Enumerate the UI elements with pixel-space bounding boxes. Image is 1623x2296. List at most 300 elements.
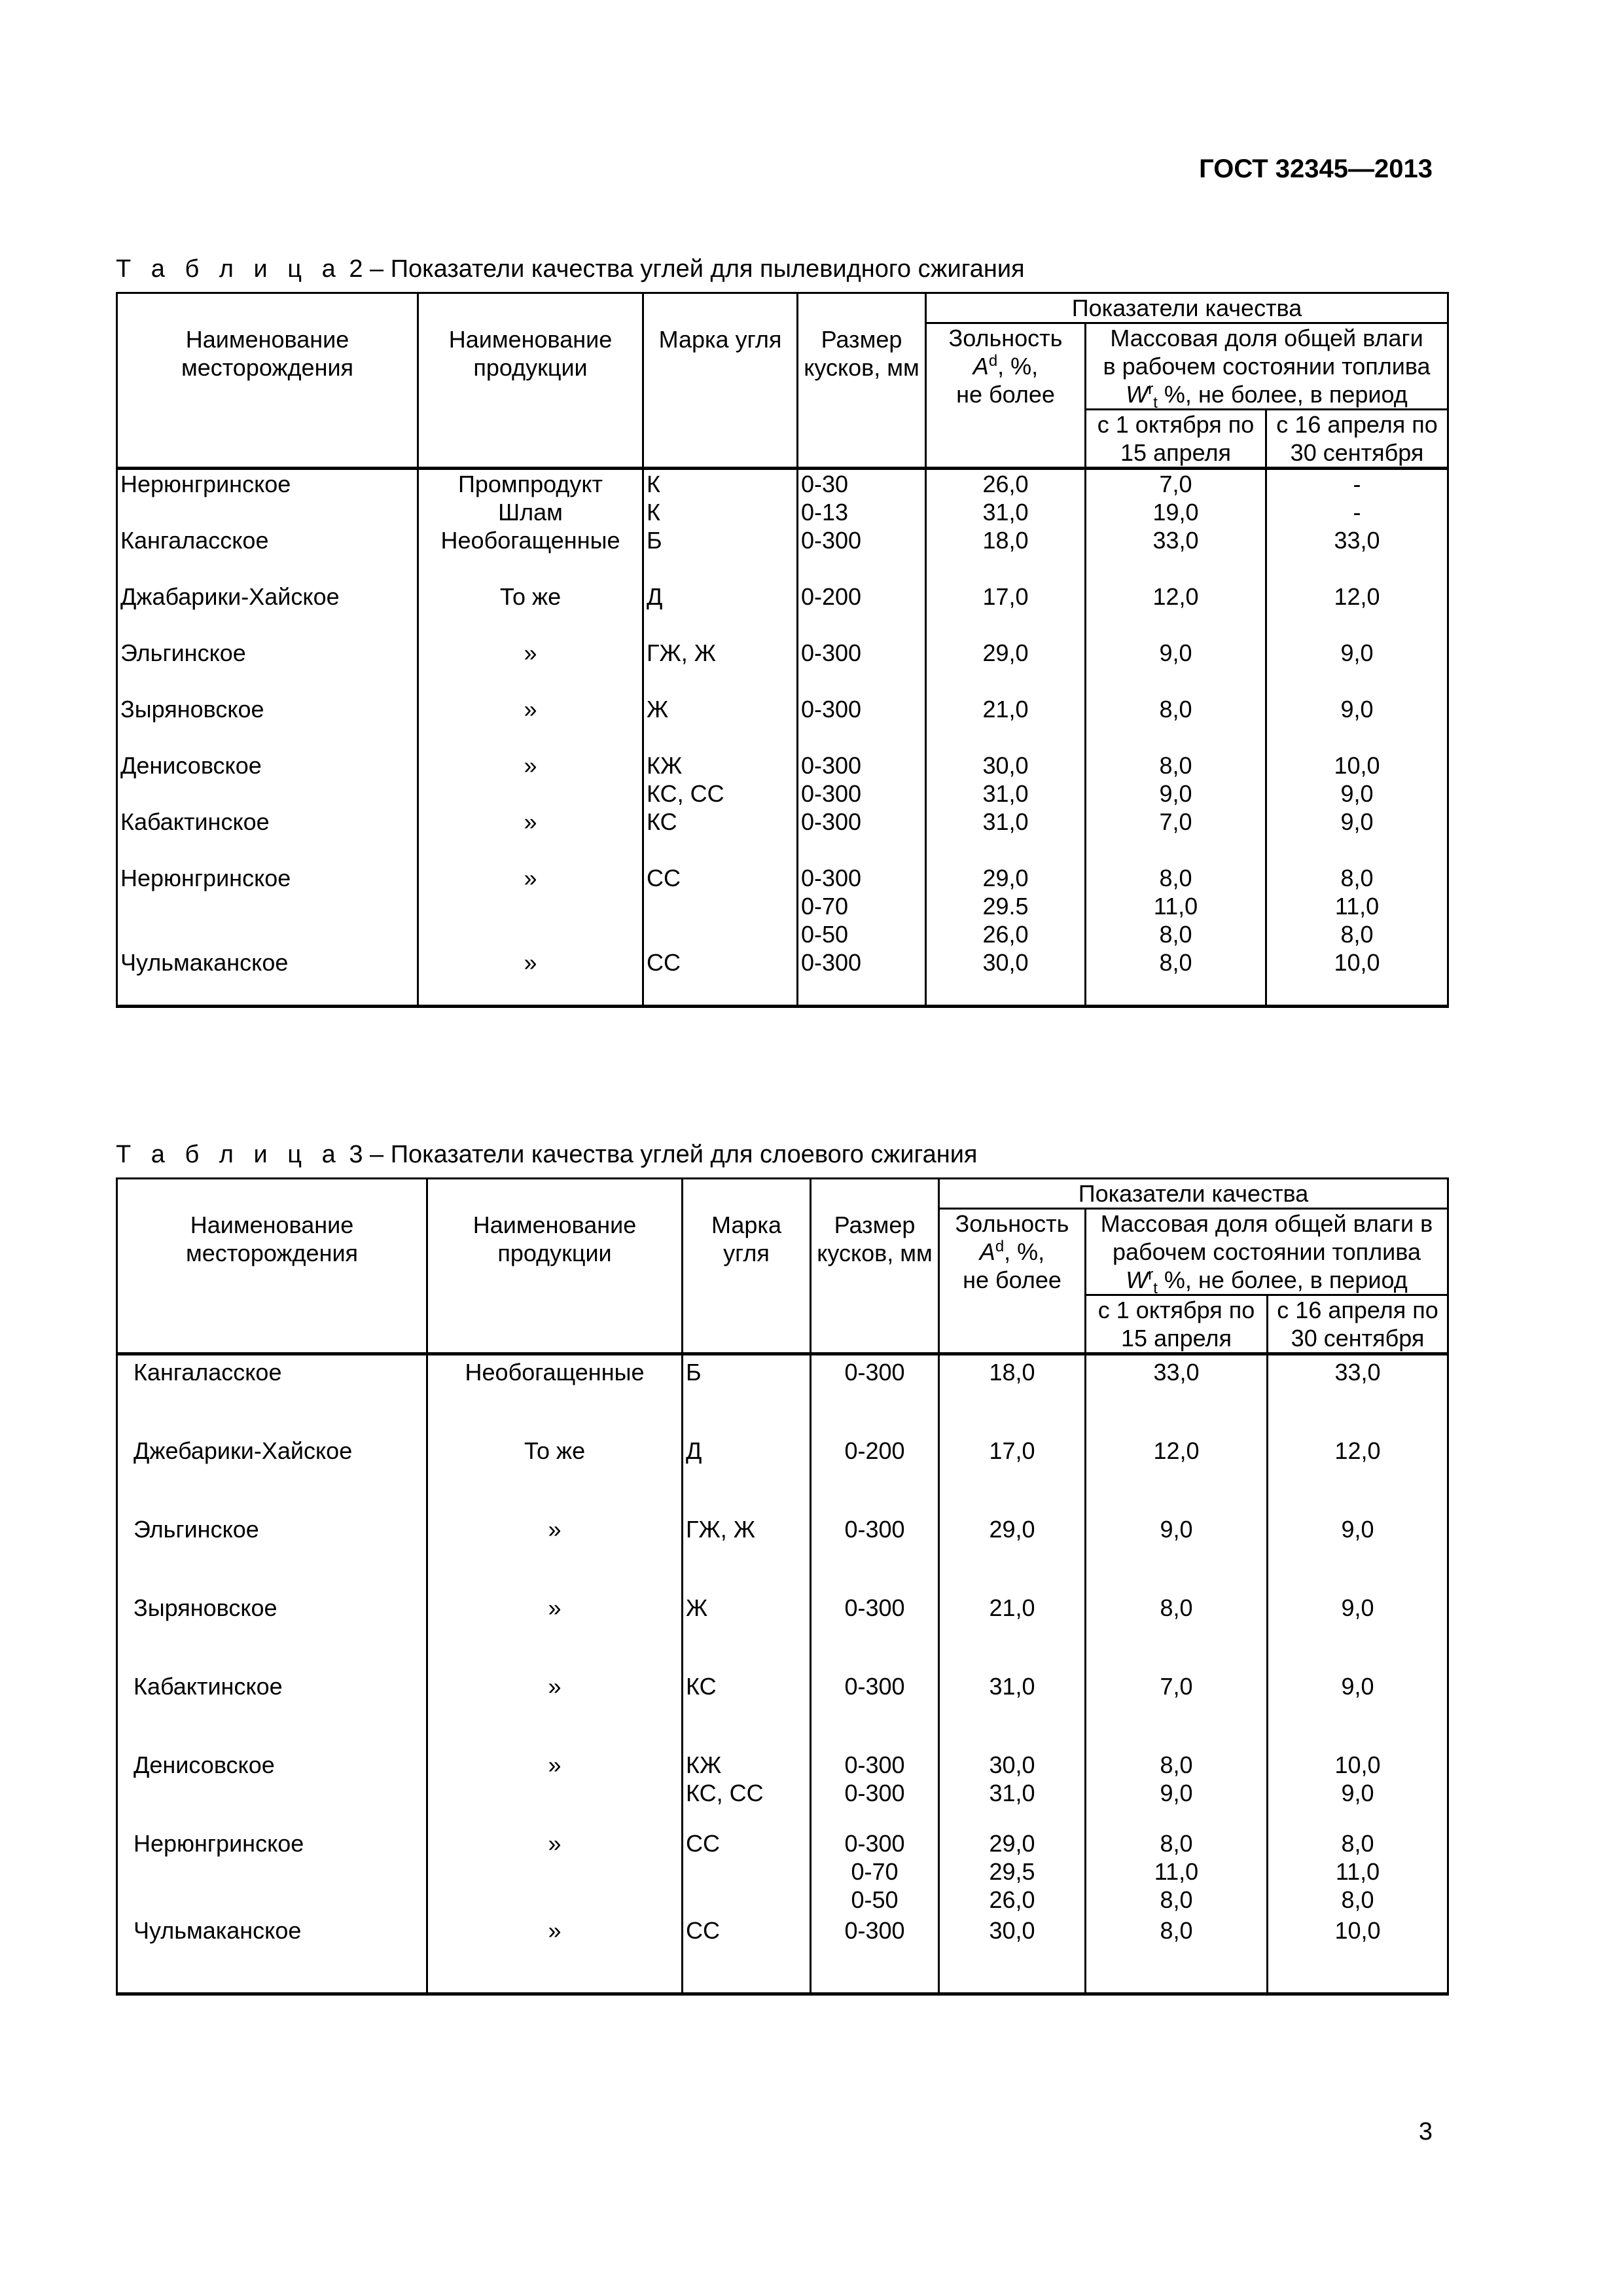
moisture-autumn-cell — [1086, 526, 1266, 583]
table3-ash-symbol — [942, 1238, 1082, 1266]
table2-caption-word: Т а б л и ц а — [116, 255, 342, 283]
moisture-spring-cell — [1266, 751, 1448, 808]
cell-text: 0-300 — [844, 1830, 905, 1857]
cell-text: » — [524, 752, 537, 779]
moisture-autumn-cell — [1086, 1591, 1268, 1670]
size-cell — [798, 695, 926, 751]
cell-text: 0-300 — [844, 1516, 905, 1543]
table2-ash-label: Зольность — [948, 325, 1063, 351]
cell-text: 8,0 — [1160, 1917, 1193, 1944]
ash-unit: , %, — [1004, 1238, 1045, 1265]
table3-header-period1: с 1 октября по 15 апреля — [1086, 1295, 1268, 1354]
size-cell — [798, 526, 926, 583]
cell-text: Джебарики-Хайское — [134, 1437, 353, 1464]
cell-text: Денисовское — [134, 1751, 275, 1778]
deposit-cell — [117, 695, 418, 751]
cell-text: Д — [647, 583, 663, 610]
cell-text: СС — [686, 1830, 720, 1857]
moisture-autumn-cell — [1086, 864, 1266, 948]
product-cell — [427, 1748, 683, 1827]
table2-header-deposit: Наименование месторождения — [117, 293, 418, 469]
table3-header-ash — [939, 1209, 1086, 1354]
table2-header-grade: Марка угля — [643, 293, 798, 469]
cell-text: К — [647, 471, 660, 497]
moisture-autumn-cell — [1086, 1670, 1268, 1748]
cell-text: 0-300 — [844, 1751, 905, 1778]
moisture-subscript: t — [1153, 1280, 1158, 1298]
size-cell — [798, 639, 926, 695]
cell-text: » — [524, 639, 537, 666]
table2-body — [117, 469, 1448, 1007]
cell-text: 9,0 — [1159, 780, 1192, 807]
moisture-spring-cell — [1266, 695, 1448, 751]
deposit-cell — [117, 1434, 427, 1513]
table3-header-product: Наименование продукции — [427, 1179, 683, 1354]
table3-caption-word: Т а б л и ц а — [116, 1141, 342, 1168]
size-cell — [811, 1914, 939, 1994]
cell-text: Промпродукт — [457, 471, 603, 497]
cell-text: Нерюнгринское — [134, 1830, 304, 1857]
table-row — [117, 1827, 1448, 1914]
cell-text: 11,0 — [1335, 1858, 1380, 1885]
moisture-autumn-cell — [1086, 1827, 1268, 1914]
cell-text: Чульмаканское — [120, 949, 289, 976]
cell-text: - — [1353, 499, 1361, 526]
table3-moisture-line2: рабочем состоянии топлива — [1113, 1238, 1421, 1265]
cell-text: Эльгинское — [134, 1516, 259, 1543]
table3-header-deposit: Наименование месторождения — [117, 1179, 427, 1354]
cell-text: » — [548, 1673, 562, 1700]
product-cell — [418, 639, 643, 695]
table3-header-grade: Марка угля — [683, 1179, 811, 1354]
table-row — [117, 1591, 1448, 1670]
moisture-superscript: r — [1148, 380, 1154, 398]
cell-text: Эльгинское — [120, 639, 246, 666]
moisture-superscript: r — [1148, 1266, 1154, 1283]
grade-cell — [683, 1591, 811, 1670]
product-cell — [418, 948, 643, 1007]
cell-text: 0-300 — [801, 752, 862, 779]
size-cell — [798, 864, 926, 948]
table-row — [117, 469, 1448, 527]
cell-text: 9,0 — [1340, 780, 1374, 807]
cell-text: Шлам — [498, 499, 563, 526]
moisture-rest: %, не более, в период — [1157, 381, 1408, 408]
cell-text: 0-300 — [801, 527, 862, 554]
table-row — [117, 1354, 1448, 1435]
grade-cell — [643, 864, 798, 948]
table-row — [117, 695, 1448, 751]
cell-text: КС, СС — [686, 1780, 764, 1806]
product-cell — [418, 526, 643, 583]
table2-header-period1: с 1 октября по 15 апреля — [1086, 410, 1266, 469]
cell-text: 8,0 — [1341, 1886, 1374, 1913]
cell-text: 29,0 — [982, 865, 1029, 891]
product-cell — [427, 1591, 683, 1670]
cell-text: 9,0 — [1160, 1780, 1193, 1806]
cell-text: 0-13 — [801, 499, 849, 526]
cell-text: 19,0 — [1152, 499, 1199, 526]
cell-text: Б — [686, 1359, 702, 1386]
cell-text: 31,0 — [989, 1780, 1035, 1806]
cell-text: 21,0 — [982, 696, 1029, 723]
size-cell — [811, 1434, 939, 1513]
cell-text: 12,0 — [1334, 1437, 1381, 1464]
cell-text: Кангаласское — [120, 527, 269, 554]
moisture-spring-cell — [1266, 808, 1448, 864]
page-number: 3 — [1418, 2118, 1433, 2145]
table3-moisture-line3 — [1089, 1266, 1444, 1298]
cell-text: ГЖ, Ж — [686, 1516, 755, 1543]
cell-text: 8,0 — [1159, 865, 1192, 891]
cell-text: 0-300 — [844, 1359, 905, 1386]
cell-text: Кангаласское — [134, 1359, 282, 1386]
moisture-autumn-cell — [1086, 639, 1266, 695]
moisture-autumn-cell — [1086, 695, 1266, 751]
table2-header-product: Наименование продукции — [418, 293, 643, 469]
deposit-cell — [117, 1354, 427, 1435]
grade-cell — [643, 583, 798, 639]
cell-text: 8,0 — [1160, 1830, 1193, 1857]
cell-text: 0-300 — [844, 1917, 905, 1944]
cell-text: 17,0 — [982, 583, 1029, 610]
moisture-symbol-letter: W — [1126, 381, 1149, 408]
ash-cell — [939, 1434, 1086, 1513]
ash-cell — [939, 1513, 1086, 1591]
cell-text: 11,0 — [1334, 893, 1380, 920]
cell-text: Джабарики-Хайское — [120, 583, 340, 610]
cell-text: 9,0 — [1341, 1594, 1374, 1621]
size-cell — [811, 1827, 939, 1914]
cell-text: 8,0 — [1159, 696, 1192, 723]
cell-text: КС, СС — [647, 780, 724, 807]
cell-text: 10,0 — [1334, 1751, 1381, 1778]
cell-text: 0-50 — [851, 1886, 899, 1913]
cell-text: 0-300 — [801, 808, 862, 835]
ash-cell — [939, 1591, 1086, 1670]
moisture-autumn-cell — [1086, 469, 1266, 527]
grade-cell — [643, 808, 798, 864]
deposit-cell — [117, 1591, 427, 1670]
moisture-subscript: t — [1153, 394, 1158, 412]
moisture-rest: %, не более, в период — [1157, 1266, 1408, 1293]
cell-text: 9,0 — [1340, 639, 1374, 666]
size-cell — [798, 808, 926, 864]
deposit-cell — [117, 526, 418, 583]
cell-text: Ж — [647, 696, 669, 723]
table2-ash-symbol — [929, 352, 1082, 380]
moisture-autumn-cell — [1086, 1748, 1268, 1827]
ash-cell — [926, 526, 1086, 583]
cell-text: 33,0 — [1153, 1359, 1200, 1386]
cell-text: 0-300 — [844, 1594, 905, 1621]
product-cell — [418, 808, 643, 864]
ash-unit: , %, — [997, 353, 1039, 380]
table2 — [116, 292, 1449, 1008]
cell-text: Необогащенные — [465, 1359, 645, 1386]
table-row — [117, 864, 1448, 948]
cell-text: 0-300 — [801, 865, 862, 891]
table2-header-period2: с 16 апреля по 30 сентября — [1266, 410, 1448, 469]
table-row — [117, 583, 1448, 639]
cell-text: Необогащенные — [440, 527, 620, 554]
cell-text: Чульмаканское — [134, 1917, 302, 1944]
cell-text: КС — [686, 1673, 717, 1700]
grade-cell — [683, 1748, 811, 1827]
cell-text: 33,0 — [1334, 527, 1380, 554]
moisture-spring-cell — [1266, 526, 1448, 583]
moisture-autumn-cell — [1086, 808, 1266, 864]
cell-text: 10,0 — [1334, 949, 1380, 976]
moisture-autumn-cell — [1086, 583, 1266, 639]
moisture-spring-cell — [1266, 864, 1448, 948]
cell-text: 0-300 — [844, 1673, 905, 1700]
cell-text: 8,0 — [1159, 921, 1192, 948]
cell-text: 18,0 — [982, 527, 1029, 554]
cell-text: 8,0 — [1160, 1886, 1193, 1913]
moisture-spring-cell — [1268, 1748, 1448, 1827]
grade-cell — [643, 948, 798, 1007]
grade-cell — [643, 526, 798, 583]
grade-cell — [683, 1914, 811, 1994]
cell-text: 31,0 — [989, 1673, 1035, 1700]
table3-caption-text: 3 – Показатели качества углей для слоевого сжигания — [349, 1141, 978, 1168]
ash-cell — [939, 1748, 1086, 1827]
cell-text: 8,0 — [1159, 752, 1192, 779]
cell-text: Д — [686, 1437, 702, 1464]
table2-caption-text: 2 – Показатели качества углей для пылевидного сжигания — [349, 255, 1025, 283]
moisture-symbol-letter: W — [1126, 1266, 1149, 1293]
cell-text: Ж — [686, 1594, 708, 1621]
product-cell — [418, 695, 643, 751]
ash-cell — [926, 751, 1086, 808]
cell-text: » — [524, 865, 537, 891]
product-cell — [427, 1513, 683, 1591]
cell-text: 29.5 — [982, 893, 1029, 920]
moisture-autumn-cell — [1086, 948, 1266, 1007]
moisture-autumn-cell — [1086, 1354, 1268, 1435]
table2-header-moisture — [1086, 323, 1448, 410]
cell-text: 29,0 — [989, 1830, 1035, 1857]
ash-cell — [926, 948, 1086, 1007]
table3-header-size: Размер кусков, мм — [811, 1179, 939, 1354]
product-cell — [427, 1827, 683, 1914]
cell-text: 30,0 — [982, 752, 1029, 779]
ash-cell — [926, 583, 1086, 639]
product-cell — [427, 1434, 683, 1513]
cell-text: 30,0 — [982, 949, 1029, 976]
cell-text: 0-200 — [801, 583, 862, 610]
table-row — [117, 1513, 1448, 1591]
product-cell — [427, 1354, 683, 1435]
table-row — [117, 948, 1448, 1007]
cell-text: 12,0 — [1153, 1437, 1200, 1464]
cell-text: 29,0 — [982, 639, 1029, 666]
moisture-spring-cell — [1268, 1434, 1448, 1513]
ash-cell — [939, 1354, 1086, 1435]
cell-text: 8,0 — [1160, 1594, 1193, 1621]
cell-text: 11,0 — [1154, 1858, 1199, 1885]
ash-cell — [926, 808, 1086, 864]
cell-text: 9,0 — [1340, 696, 1374, 723]
size-cell — [811, 1670, 939, 1748]
size-cell — [798, 583, 926, 639]
ash-symbol-letter: A — [972, 353, 989, 380]
cell-text: » — [548, 1917, 562, 1944]
document-code: ГОСТ 32345—2013 — [1199, 154, 1433, 183]
cell-text: 17,0 — [989, 1437, 1035, 1464]
cell-text: 30,0 — [989, 1751, 1035, 1778]
deposit-cell — [117, 751, 418, 808]
cell-text: То же — [499, 583, 562, 610]
cell-text: 7,0 — [1159, 808, 1192, 835]
cell-text: 31,0 — [982, 780, 1029, 807]
cell-text: 30,0 — [989, 1917, 1035, 1944]
cell-text: СС — [647, 865, 681, 891]
cell-text: 0-300 — [844, 1780, 905, 1806]
cell-text: То же — [524, 1437, 586, 1464]
cell-text: ГЖ, Ж — [647, 639, 716, 666]
cell-text: 33,0 — [1334, 1359, 1381, 1386]
cell-text: » — [548, 1516, 562, 1543]
cell-text: 0-50 — [801, 921, 849, 948]
ash-cell — [939, 1827, 1086, 1914]
grade-cell — [643, 751, 798, 808]
cell-text: 9,0 — [1160, 1516, 1193, 1543]
cell-text: » — [524, 808, 537, 835]
ash-superscript: d — [995, 1238, 1005, 1255]
grade-cell — [643, 639, 798, 695]
product-cell — [427, 1670, 683, 1748]
moisture-autumn-cell — [1086, 1914, 1268, 1994]
cell-text: 12,0 — [1334, 583, 1380, 610]
ash-cell — [939, 1914, 1086, 1994]
cell-text: Денисовское — [120, 752, 262, 779]
cell-text: Зыряновское — [134, 1594, 277, 1621]
table2-caption — [116, 255, 1025, 283]
deposit-cell — [117, 808, 418, 864]
cell-text: » — [524, 949, 537, 976]
deposit-cell — [117, 948, 418, 1007]
cell-text: 10,0 — [1334, 752, 1380, 779]
table2-header-size: Размер кусков, мм — [798, 293, 926, 469]
table2-header-ash — [926, 323, 1086, 469]
deposit-cell — [117, 864, 418, 948]
grade-cell — [683, 1354, 811, 1435]
cell-text: 0-300 — [801, 639, 862, 666]
cell-text: 10,0 — [1334, 1917, 1381, 1944]
table-row — [117, 1914, 1448, 1994]
cell-text: КС — [647, 808, 677, 835]
ash-symbol-letter: A — [979, 1238, 995, 1265]
moisture-autumn-cell — [1086, 1434, 1268, 1513]
moisture-spring-cell — [1268, 1914, 1448, 1994]
deposit-cell — [117, 1914, 427, 1994]
table-row — [117, 1748, 1448, 1827]
cell-text: КЖ — [647, 752, 683, 779]
table-row — [117, 1434, 1448, 1513]
cell-text: » — [548, 1830, 562, 1857]
size-cell — [798, 948, 926, 1007]
moisture-spring-cell — [1268, 1827, 1448, 1914]
product-cell — [418, 469, 643, 527]
deposit-cell — [117, 583, 418, 639]
size-cell — [811, 1513, 939, 1591]
deposit-cell — [117, 1827, 427, 1914]
cell-text: 29,5 — [989, 1858, 1035, 1885]
cell-text: Б — [647, 527, 662, 554]
cell-text: 8,0 — [1340, 921, 1374, 948]
product-cell — [427, 1914, 683, 1994]
cell-text: 0-300 — [801, 696, 862, 723]
cell-text: 31,0 — [982, 808, 1029, 835]
moisture-spring-cell — [1266, 948, 1448, 1007]
cell-text: К — [647, 499, 660, 526]
table3-header-quality: Показатели качества — [939, 1179, 1448, 1209]
cell-text: 26,0 — [982, 921, 1029, 948]
table-row — [117, 526, 1448, 583]
product-cell — [418, 583, 643, 639]
cell-text: 0-200 — [844, 1437, 905, 1464]
cell-text: 8,0 — [1160, 1751, 1193, 1778]
table2-moisture-line2: в рабочем состоянии топлива — [1103, 353, 1431, 380]
table2-ash-limit: не более — [956, 381, 1055, 408]
cell-text: 8,0 — [1340, 865, 1374, 891]
cell-text: Нерюнгринское — [120, 865, 291, 891]
moisture-spring-cell — [1266, 639, 1448, 695]
table-row — [117, 1670, 1448, 1748]
moisture-spring-cell — [1268, 1591, 1448, 1670]
cell-text: 9,0 — [1159, 639, 1192, 666]
ash-superscript: d — [988, 352, 998, 370]
cell-text: 31,0 — [982, 499, 1029, 526]
moisture-spring-cell — [1266, 469, 1448, 527]
cell-text: 26,0 — [982, 471, 1029, 497]
table-row — [117, 808, 1448, 864]
cell-text: » — [548, 1751, 562, 1778]
ash-cell — [926, 695, 1086, 751]
cell-text: 0-70 — [851, 1858, 899, 1885]
product-cell — [418, 864, 643, 948]
grade-cell — [683, 1513, 811, 1591]
grade-cell — [683, 1827, 811, 1914]
cell-text: 7,0 — [1160, 1673, 1193, 1700]
grade-cell — [683, 1670, 811, 1748]
cell-text: Кабактинское — [134, 1673, 283, 1700]
moisture-spring-cell — [1268, 1513, 1448, 1591]
cell-text: Зыряновское — [120, 696, 264, 723]
deposit-cell — [117, 639, 418, 695]
table-row — [117, 751, 1448, 808]
cell-text: Нерюнгринское — [120, 471, 291, 497]
table2-header-quality: Показатели качества — [926, 293, 1448, 323]
moisture-autumn-cell — [1086, 751, 1266, 808]
table2-moisture-line1: Массовая доля общей влаги — [1110, 325, 1423, 351]
moisture-spring-cell — [1268, 1670, 1448, 1748]
cell-text: 18,0 — [989, 1359, 1035, 1386]
cell-text: 21,0 — [989, 1594, 1035, 1621]
table2-moisture-line3 — [1089, 380, 1444, 412]
cell-text: 0-70 — [801, 893, 849, 920]
ash-cell — [926, 864, 1086, 948]
table3 — [116, 1177, 1449, 1996]
cell-text: 9,0 — [1341, 1516, 1374, 1543]
cell-text: 26,0 — [989, 1886, 1035, 1913]
cell-text: 29,0 — [989, 1516, 1035, 1543]
cell-text: 11,0 — [1153, 893, 1198, 920]
cell-text: КЖ — [686, 1751, 722, 1778]
deposit-cell — [117, 1670, 427, 1748]
